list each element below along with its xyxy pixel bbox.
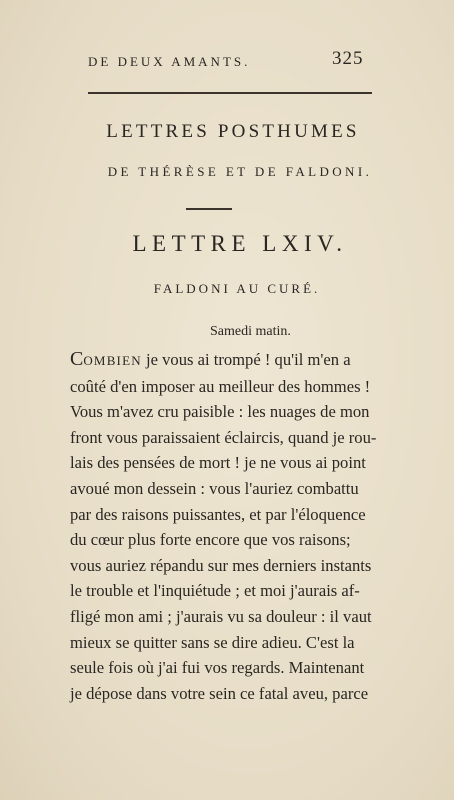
- letter-heading: LETTRE LXIV.: [132, 231, 348, 256]
- body-line: fligé mon ami ; j'aurais vu sa douleur : il vaut: [70, 606, 372, 626]
- body-line: avoué mon dessein : vous l'auriez combattu: [70, 478, 359, 498]
- header-rule: [88, 92, 372, 94]
- body-line: Vous m'avez cru paisible : les nuages de mon: [70, 402, 370, 422]
- body-line: par des raisons puissantes, et par l'éloquence: [70, 504, 366, 524]
- running-head: DE DEUX AMANTS.: [88, 54, 251, 69]
- page-number: 325: [332, 48, 364, 69]
- body-line: seule fois où j'ai fui vos regards. Maintenant: [70, 658, 365, 678]
- letter-body: [70, 347, 377, 706]
- body-line: le trouble et l'inquiétude ; et moi j'aurais af-: [70, 581, 360, 601]
- body-line: mieux se quitter sans se dire adieu. C'est la: [70, 632, 355, 652]
- letter-addressee: FALDONI AU CURÉ.: [153, 281, 321, 296]
- letter-dateline: Samedi matin.: [210, 324, 291, 339]
- ornamental-rule: [186, 208, 232, 210]
- body-line: je dépose dans votre sein ce fatal aveu, parce: [70, 683, 369, 703]
- body-line: front vous paraissaient éclaircis, quand je rou-: [70, 427, 377, 447]
- section-subtitle: DE THÉRÈSE ET DE FALDONI.: [107, 164, 373, 179]
- body-line: coûté d'en imposer au meilleur des hommes !: [70, 376, 371, 396]
- body-line: vous auriez répandu sur mes derniers instants: [70, 555, 372, 575]
- body-line: du cœur plus forte encore que vos raisons;: [70, 530, 351, 550]
- first-line-text: je vous ai trompé ! qu'il m'en a: [141, 350, 351, 369]
- body-line: [70, 347, 362, 374]
- body-line: lais des pensées de mort ! je ne vous ai point: [70, 453, 366, 473]
- section-title: LETTRES POSTHUMES: [106, 121, 360, 142]
- initial-capital: C: [70, 348, 84, 370]
- first-word-smallcaps: OMBIEN: [83, 353, 142, 368]
